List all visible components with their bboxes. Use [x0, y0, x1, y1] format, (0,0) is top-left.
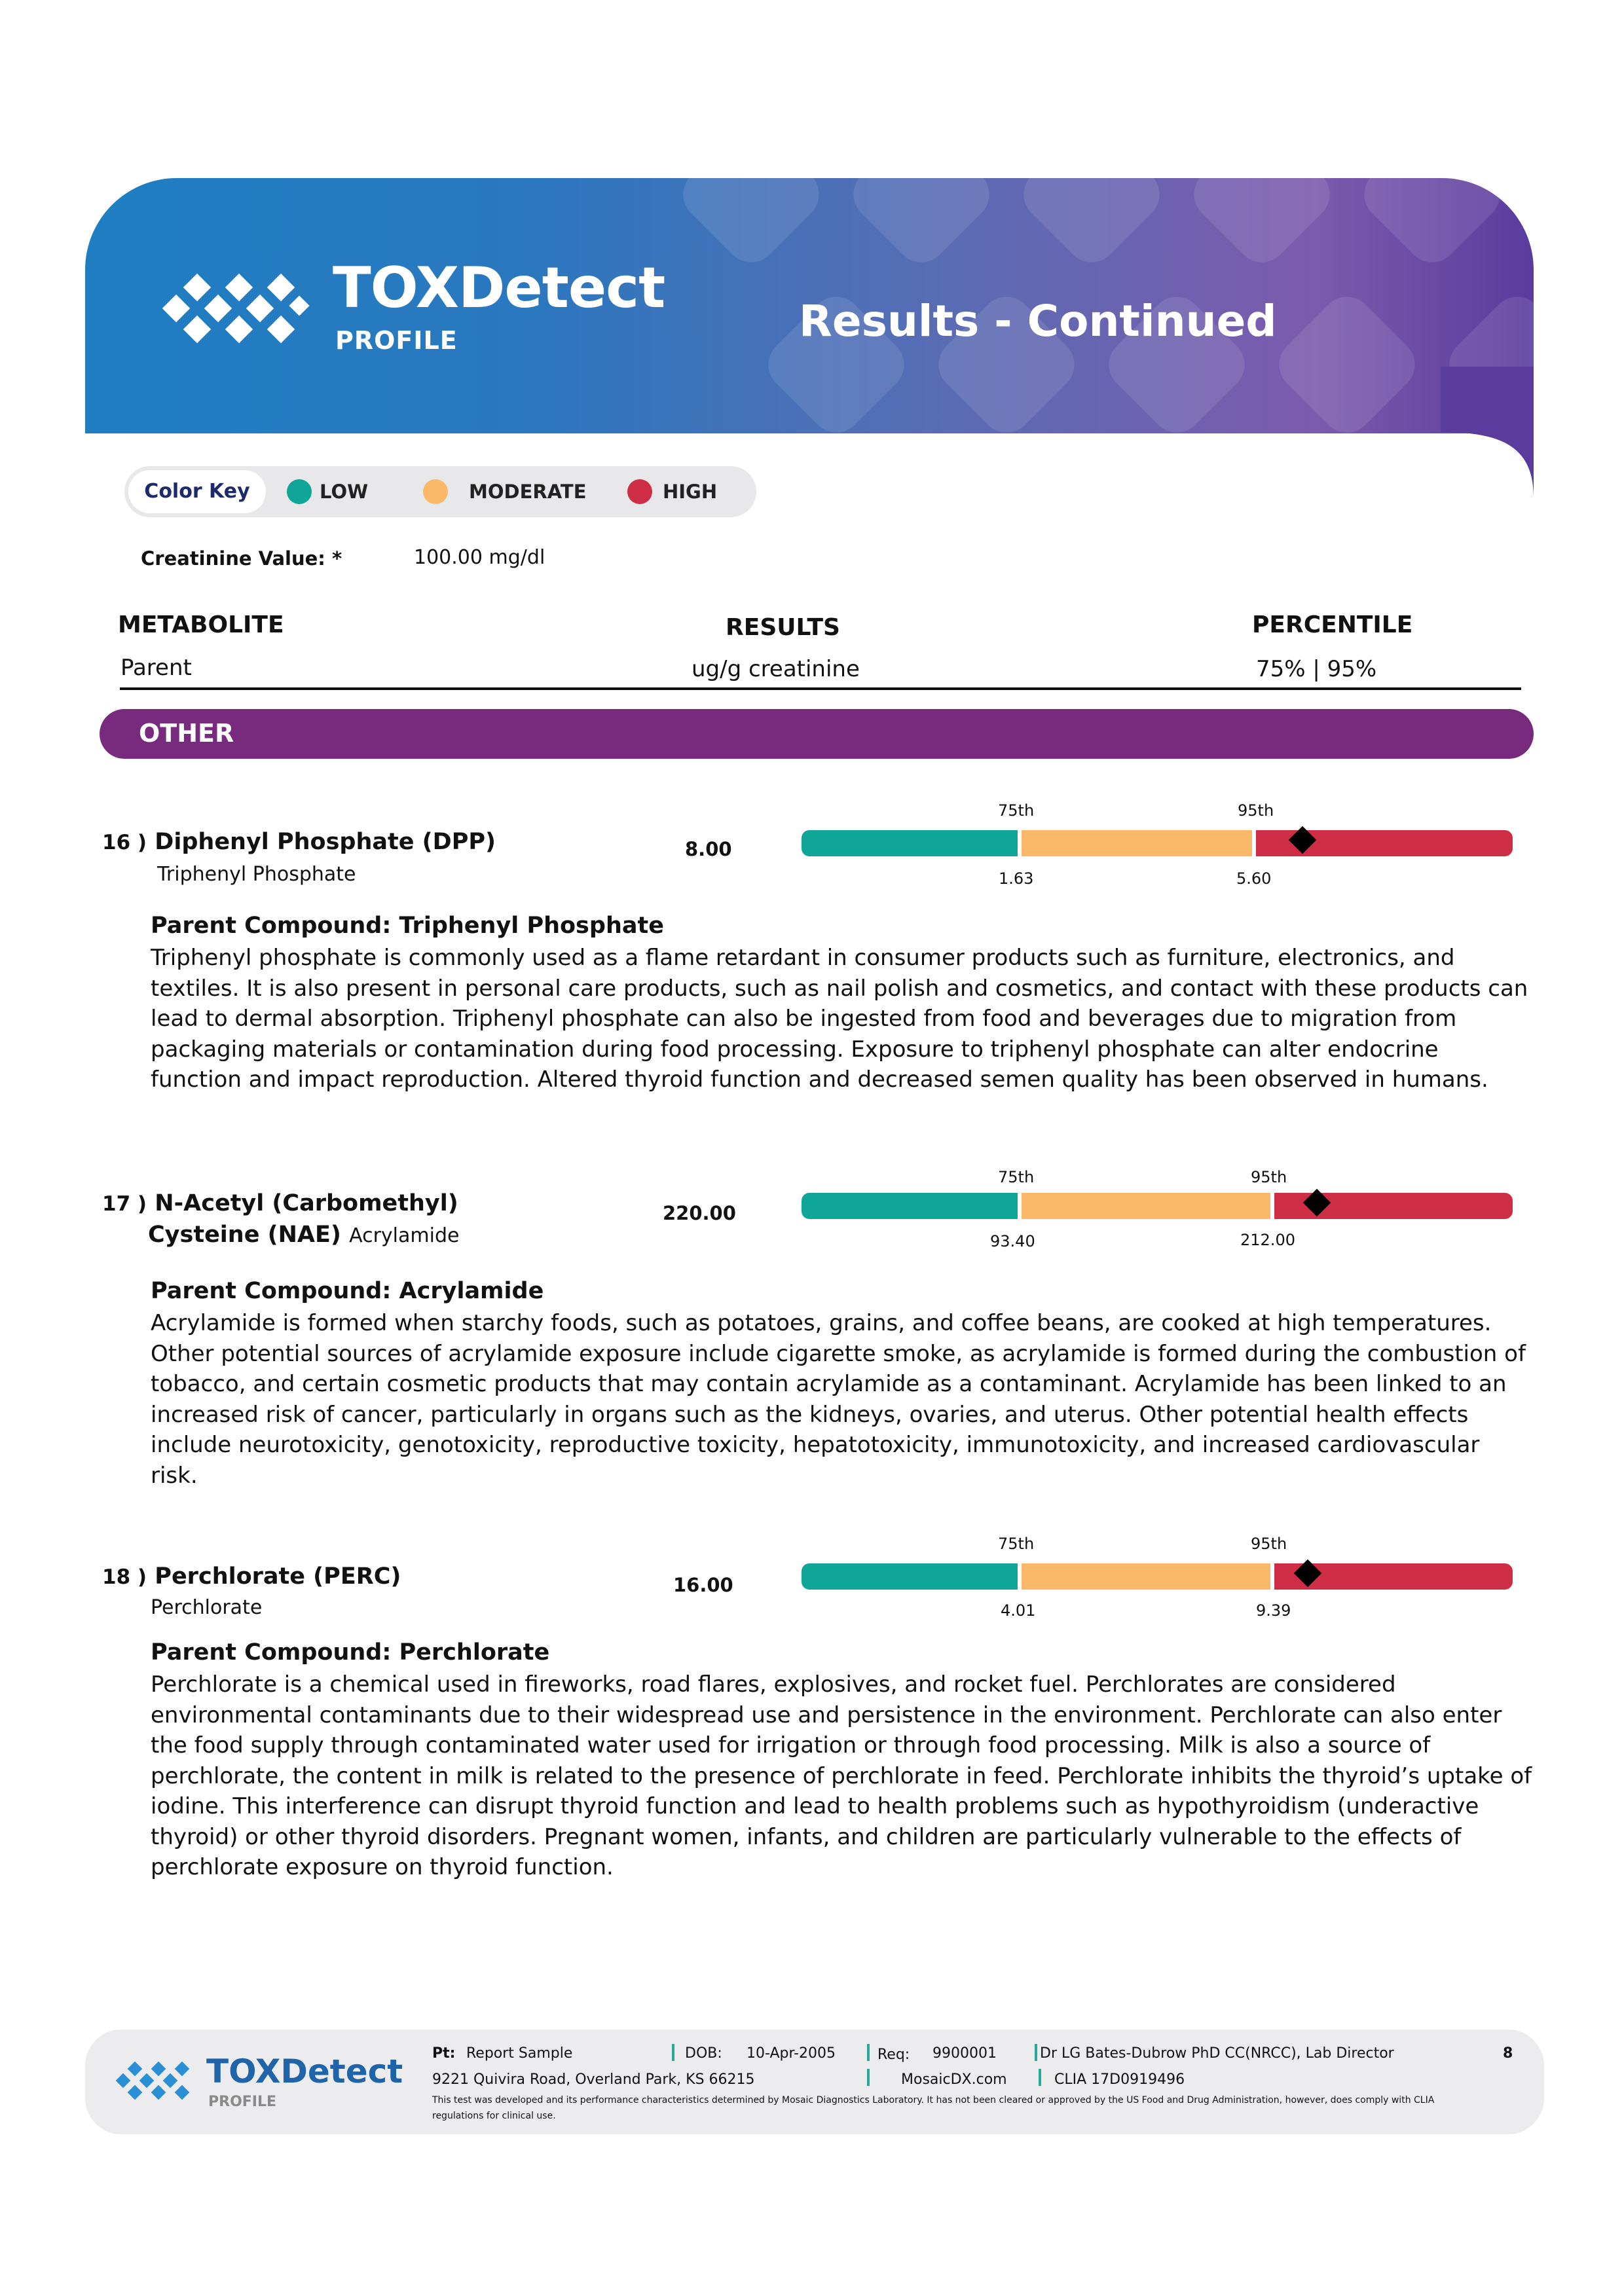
header-logo-name: TOXDetect: [333, 255, 665, 321]
analyte-18-parent: Perchlorate: [151, 1596, 263, 1619]
analyte-17-result: 220.00: [663, 1202, 736, 1224]
key-low-label: LOW: [320, 481, 369, 503]
analyte-17-title: [102, 1190, 458, 1216]
color-key-label: Color Key: [128, 470, 266, 513]
footer-website: MosaicDX.com: [901, 2071, 1007, 2088]
header-divider: [120, 687, 1521, 690]
analyte-17-parent: Acrylamide: [349, 1224, 460, 1247]
analyte-16-result: 8.00: [685, 838, 732, 860]
analyte-17-number: 17 ): [102, 1192, 147, 1216]
footer-req-value: 9900001: [932, 2045, 997, 2062]
key-moderate-label: MODERATE: [469, 481, 587, 503]
col-results: RESULTS: [726, 614, 840, 641]
analyte-16-number: 16 ): [102, 831, 147, 854]
analyte-17-pct75: 75th: [998, 1168, 1035, 1186]
footer-dob-value: 10-Apr-2005: [747, 2045, 836, 2062]
analyte-17-name2: Cysteine (NAE): [148, 1222, 341, 1248]
footer-pt-value: Report Sample: [466, 2045, 573, 2062]
footer-separator: [867, 2044, 870, 2061]
footer-separator: [867, 2069, 870, 2086]
analyte-18-number: 18 ): [102, 1565, 147, 1589]
analyte-17-title-line2: [148, 1222, 459, 1248]
analyte-18-description: Perchlorate is a chemical used in fireworks, road flares, explosives, and rocket fuel. Perchlorates are considered environmental contaminants due to their widespread use and persistence in the environment. Perchlorate can also enter the food supply through contaminated water used for irrigation or through food processing. Milk is also a source of perchlorate, the content in milk is related to the presence of perchlorate in feed. Perchlorate inhibits the thyroid’s uptake of iodine. This interference can disrupt thyroid function and lead to health problems such as hypothyroidism (underactive thyroid) or other thyroid disorders. Pregnant women, infants, and children are particularly vulnerable to the effects of perchlorate exposure on thyroid function.: [151, 1671, 1532, 1880]
banner-corner-curve: [1441, 367, 1534, 498]
page-title: Results - Continued: [799, 296, 1277, 346]
analyte-18-parent-title: Parent Compound: Perchlorate: [151, 1639, 550, 1666]
creatinine-label: Creatinine Value: *: [141, 547, 342, 570]
analyte-16-title: [102, 829, 496, 855]
footer-logo-diamonds-icon: [113, 2056, 198, 2108]
analyte-17-pct95: 95th: [1251, 1168, 1287, 1186]
analyte-18-bar-low: [802, 1563, 1018, 1590]
analyte-18-title: [102, 1563, 401, 1590]
analyte-17-cut95: 212.00: [1240, 1231, 1295, 1249]
analyte-16-bar-low: [802, 830, 1018, 856]
analyte-17-cut75: 93.40: [990, 1232, 1035, 1250]
footer-clia: CLIA 17D0919496: [1054, 2071, 1185, 2088]
analyte-18-bar-moderate: [1022, 1563, 1270, 1590]
analyte-18-cut95: 9.39: [1256, 1601, 1291, 1620]
analyte-18-name: Perchlorate (PERC): [155, 1563, 401, 1590]
analyte-17-parent-title: Parent Compound: Acrylamide: [151, 1278, 544, 1304]
footer-disclaimer: This test was developed and its performance characteristics determined by Mosaic Diagnostics Laboratory. It has not been cleared or approved by the US Food and Drug Administration, however, does comply with CLIA regulations for clinical use.: [432, 2095, 1435, 2121]
analyte-16-cut75: 1.63: [999, 869, 1034, 888]
creatinine-unit: mg/dl: [489, 546, 545, 569]
key-high-label: HIGH: [663, 481, 718, 503]
col-metabolite-sub: Parent: [120, 655, 192, 681]
analyte-16-pct95: 95th: [1238, 801, 1274, 820]
header-logo-sub: PROFILE: [335, 326, 458, 355]
analyte-17-name: N-Acetyl (Carbomethyl): [155, 1190, 458, 1216]
analyte-17-description: Acrylamide is formed when starchy foods, such as potatoes, grains, and coffee beans, are cooked at high temperatures. Other potential sources of acrylamide exposure include cigarette smoke, as acrylamide is formed during the combustion of tobacco, and certain cosmetic products that may contain acrylamide as a contaminant. Acrylamide has been linked to an increased risk of cancer, particularly in organs such as the kidneys, ovaries, and uterus. Other potential health effects include neurotoxicity, genotoxicity, reproductive toxicity, hepatotoxicity, immunotoxicity, and increased cardiovascular risk.: [151, 1310, 1526, 1489]
footer-director: Dr LG Bates-Dubrow PhD CC(NRCC), Lab Director: [1040, 2045, 1394, 2062]
analyte-18-result: 16.00: [673, 1574, 733, 1596]
analyte-17-bar-moderate: [1022, 1193, 1270, 1219]
footer-address: 9221 Quivira Road, Overland Park, KS 66215: [432, 2071, 755, 2088]
analyte-18-pct75: 75th: [998, 1535, 1035, 1553]
col-metabolite: METABOLITE: [118, 611, 284, 638]
analyte-16-name: Diphenyl Phosphate (DPP): [155, 829, 496, 855]
footer-separator: [672, 2044, 674, 2061]
footer-pt-label: Pt:: [432, 2045, 456, 2062]
col-percentile: PERCENTILE: [1252, 611, 1413, 638]
analyte-16-cut95: 5.60: [1236, 869, 1272, 888]
moderate-dot-icon: [423, 479, 448, 504]
footer-req-label: Req:: [877, 2047, 910, 2063]
analyte-18-cut75: 4.01: [1001, 1601, 1036, 1620]
analyte-18-pct95: 95th: [1251, 1535, 1287, 1553]
footer-separator: [1039, 2069, 1041, 2086]
footer-logo-sub: PROFILE: [208, 2094, 277, 2110]
footer-logo-name: TOXDetect: [206, 2052, 403, 2090]
analyte-16-description: Triphenyl phosphate is commonly used as a flame retardant in consumer products such as furniture, electronics, and textiles. It is also present in personal care products, such as nail polish and cosmetics, and contact with these products can lead to dermal absorption. Triphenyl phosphate can also be ingested from food and beverages due to migration from packaging materials or contamination during food processing. Exposure to triphenyl phosphate can alter endocrine function and impact reproduction. Altered thyroid function and decreased semen quality has been observed in humans.: [151, 945, 1528, 1093]
col-percentile-sub: 75% | 95%: [1256, 656, 1377, 682]
analyte-16-pct75: 75th: [998, 801, 1035, 820]
analyte-16-parent: Triphenyl Phosphate: [157, 863, 356, 886]
analyte-17-bar-low: [802, 1193, 1018, 1219]
analyte-16-bar-moderate: [1022, 830, 1252, 856]
logo-diamonds-icon: [157, 262, 314, 360]
analyte-16-parent-title: Parent Compound: Triphenyl Phosphate: [151, 913, 664, 939]
footer-dob-label: DOB:: [685, 2045, 722, 2062]
section-bar: [100, 709, 1534, 759]
high-dot-icon: [627, 479, 652, 504]
creatinine-number: 100.00: [414, 546, 483, 569]
col-results-sub: ug/g creatinine: [692, 656, 860, 682]
low-dot-icon: [287, 479, 312, 504]
footer-page-number: 8: [1503, 2045, 1513, 2062]
section-label: OTHER: [139, 719, 234, 748]
footer-separator: [1035, 2044, 1037, 2061]
creatinine-value: [414, 546, 545, 569]
